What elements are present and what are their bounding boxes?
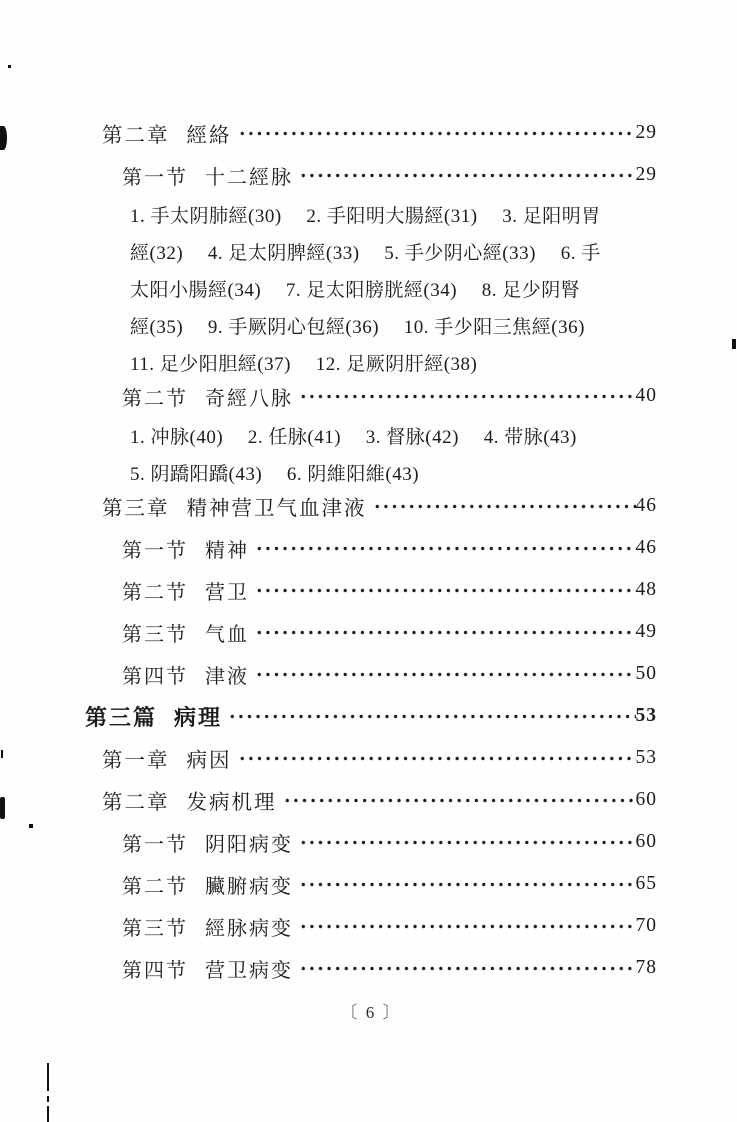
entry-title: 病理: [174, 704, 223, 730]
entry-label: 第三章: [102, 498, 170, 520]
toc-entry: [85, 905, 657, 947]
page-number: 65: [635, 873, 657, 894]
entry-label: 第三篇: [85, 704, 158, 730]
toc-entry: [85, 611, 657, 653]
dot-leader: [255, 527, 636, 569]
entry-label: 第一节: [122, 166, 188, 189]
entry-title: 精神: [205, 539, 249, 562]
toc-entry: [85, 863, 657, 905]
toc-list: [85, 112, 657, 989]
toc-detail-text: 經(32) 4. 足太阴脾經(33) 5. 手少阴心經(33) 6. 手: [130, 243, 601, 264]
scan-artifact-tick: [1, 750, 3, 758]
toc-entry: [85, 112, 657, 154]
scan-artifact-tick: [0, 797, 5, 819]
dot-leader: [255, 569, 636, 611]
toc-detail-text: 經(35) 9. 手厥阴心包經(36) 10. 手少阳三焦經(36): [130, 317, 585, 338]
dot-leader: [299, 154, 636, 196]
entry-title: 經脉病变: [205, 917, 293, 940]
toc-entry: [85, 737, 657, 779]
page-number: 49: [635, 621, 657, 642]
entry-title: 气血: [205, 623, 249, 646]
scan-artifact-blob: [0, 126, 7, 150]
toc-entry: [85, 653, 657, 695]
entry-label: 第四节: [122, 959, 188, 982]
toc-detail-text: 1. 手太阴肺經(30) 2. 手阳明大腸經(31) 3. 足阳明胃: [130, 206, 601, 227]
dot-leader: [255, 611, 636, 653]
scan-artifact-speck: [8, 65, 11, 68]
toc-detail-text: 太阳小腸經(34) 7. 足太阳膀胱經(34) 8. 足少阴腎: [130, 280, 581, 301]
dot-leader: [283, 779, 636, 821]
page-number: 50: [635, 663, 657, 684]
toc-entry: [85, 821, 657, 863]
scan-artifact-tick: [732, 339, 736, 349]
toc-entry: [85, 527, 657, 569]
toc-detail-line: [85, 307, 657, 344]
entry-title: 阴阳病变: [205, 833, 293, 856]
page-number: 29: [635, 122, 657, 143]
page-number: 40: [635, 385, 657, 406]
toc-entry: [85, 947, 657, 989]
entry-title: 十二經脉: [205, 166, 293, 189]
entry-label: 第一节: [122, 833, 188, 856]
entry-title: 奇經八脉: [205, 387, 293, 410]
entry-label: 第一章: [102, 750, 170, 772]
page-number: 48: [635, 579, 657, 600]
entry-label: 第三节: [122, 623, 188, 646]
toc-detail-line: [85, 417, 657, 454]
entry-label: 第四节: [122, 665, 188, 688]
toc-detail-line: [85, 233, 657, 270]
dot-leader: [373, 485, 636, 527]
toc-entry: [85, 485, 657, 527]
dot-leader: [255, 653, 636, 695]
entry-title: 精神营卫气血津液: [186, 498, 367, 520]
toc-entry: [85, 154, 657, 196]
entry-title: 病因: [186, 750, 232, 772]
dot-leader: [238, 112, 636, 154]
toc-detail-line: [85, 196, 657, 233]
entry-label: 第一节: [122, 539, 188, 562]
toc-detail-line: [85, 270, 657, 307]
entry-title: 臟腑病变: [205, 875, 293, 898]
toc-entry: [85, 569, 657, 611]
folio-page-number: 〔 6 〕: [340, 1003, 402, 1022]
toc-detail-text: 1. 冲脉(40) 2. 任脉(41) 3. 督脉(42) 4. 带脉(43): [130, 427, 577, 448]
page-number: 60: [635, 831, 657, 852]
entry-label: 第二节: [122, 581, 188, 604]
entry-label: 第二章: [102, 792, 170, 814]
toc-entry: [85, 779, 657, 821]
entry-title: 营卫: [205, 581, 249, 604]
toc-detail-text: 11. 足少阳胆經(37) 12. 足厥阴肝經(38): [130, 354, 478, 375]
scan-artifact-binding-line: [47, 1106, 49, 1122]
toc-detail-text: 5. 阴蹻阳蹻(43) 6. 阴維阳維(43): [130, 464, 420, 485]
scan-artifact-binding-line: [47, 1096, 49, 1102]
page-number: 46: [635, 537, 657, 558]
toc-entry: [85, 695, 657, 737]
page-number: 53: [635, 747, 657, 768]
dot-leader: [299, 863, 636, 905]
scan-artifact-speck: [29, 824, 33, 828]
entry-title: 营卫病变: [205, 959, 293, 982]
scan-artifact-binding-line: [47, 1063, 49, 1091]
dot-leader: [299, 821, 636, 863]
page-number: 29: [635, 164, 657, 185]
dot-leader: [228, 695, 635, 737]
entry-label: 第二节: [122, 387, 188, 410]
dot-leader: [238, 737, 636, 779]
entry-label: 第三节: [122, 917, 188, 940]
dot-leader: [299, 905, 636, 947]
dot-leader: [299, 375, 636, 417]
entry-title: 发病机理: [186, 792, 277, 814]
page-number: 78: [635, 957, 657, 978]
page-number: 46: [635, 495, 657, 516]
entry-label: 第二节: [122, 875, 188, 898]
entry-title: 經絡: [186, 125, 232, 147]
toc-entry: [85, 375, 657, 417]
page-number: 60: [635, 789, 657, 810]
entry-label: 第二章: [102, 125, 170, 147]
entry-title: 津液: [205, 665, 249, 688]
page-number: 53: [635, 705, 657, 726]
page-number: 70: [635, 915, 657, 936]
dot-leader: [299, 947, 636, 989]
